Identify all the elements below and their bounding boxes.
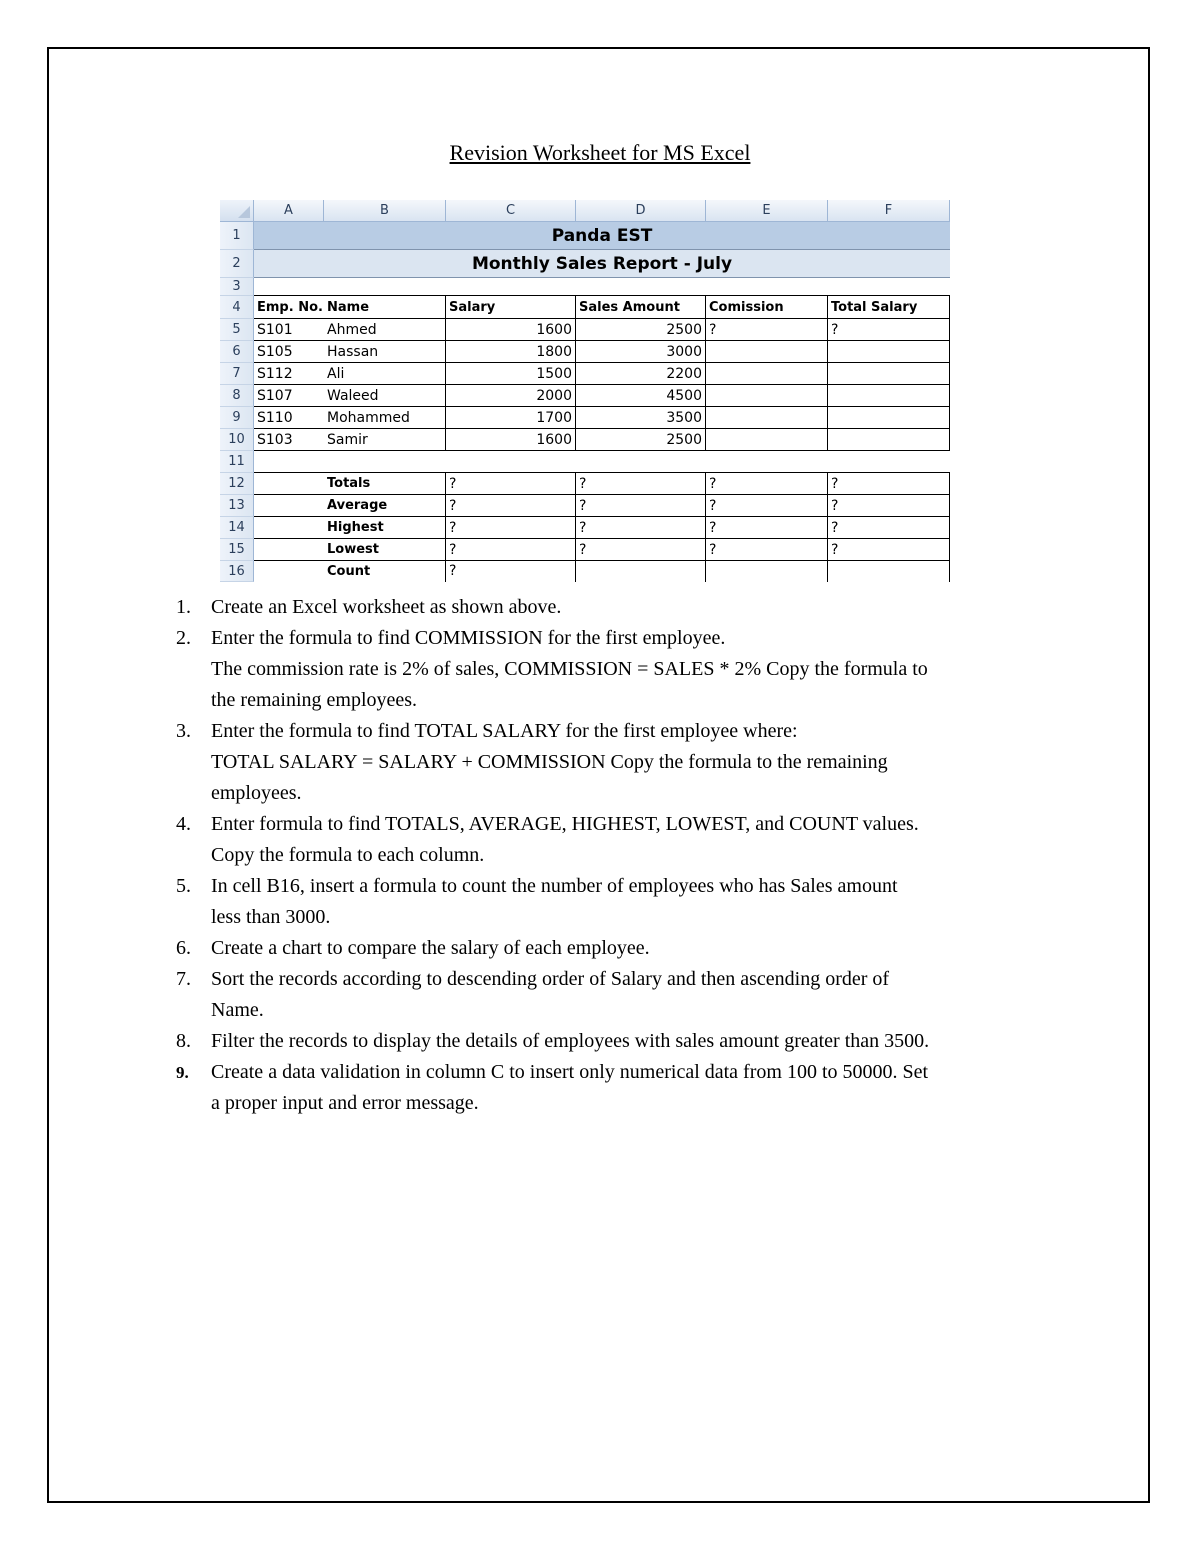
row-header: 15 — [220, 539, 254, 561]
column-title: Sales Amount — [576, 296, 706, 319]
summary-cell: ? — [576, 495, 706, 517]
instruction-item — [168, 1026, 1068, 1057]
cell-salary: 1600 — [446, 429, 576, 451]
instruction-text-line: The commission rate is 2% of sales, COMMISSION = SALES * 2% Copy the formula to — [211, 658, 928, 680]
column-title: Name — [324, 296, 446, 319]
summary-cell: ? — [828, 539, 950, 561]
empty-row — [254, 278, 950, 296]
instruction-text-line: the remaining employees. — [211, 689, 418, 711]
instruction-text-line: TOTAL SALARY = SALARY + COMMISSION Copy the formula to the remaining — [211, 751, 888, 773]
instruction-item — [168, 809, 1068, 871]
instruction-number: 2. — [176, 627, 191, 649]
row-header: 11 — [220, 451, 254, 473]
instruction-item — [168, 933, 1068, 964]
cell-emp-no: S112 — [254, 363, 324, 385]
instruction-text-line: Enter the formula to find TOTAL SALARY for the first employee where: — [211, 720, 798, 742]
cell-sales: 2500 — [576, 319, 706, 341]
cell-salary: 1600 — [446, 319, 576, 341]
cell-total — [828, 407, 950, 429]
summary-cell: ? — [576, 473, 706, 495]
cell-name: Ahmed — [324, 319, 446, 341]
summary-cell: ? — [706, 495, 828, 517]
instruction-item — [168, 716, 1068, 809]
summary-cell: ? — [446, 495, 576, 517]
cell-sales: 3500 — [576, 407, 706, 429]
instruction-number: 9. — [176, 1063, 189, 1082]
instruction-text-line: Name. — [211, 999, 264, 1021]
row-header: 4 — [220, 296, 254, 319]
row-header: 9 — [220, 407, 254, 429]
instruction-text-line: a proper input and error message. — [211, 1092, 479, 1114]
summary-label: Average — [324, 495, 446, 517]
cell-sales: 3000 — [576, 341, 706, 363]
cell-salary: 1500 — [446, 363, 576, 385]
summary-label: Count — [324, 561, 446, 582]
column-header-e: E — [706, 200, 828, 222]
summary-cell: ? — [446, 539, 576, 561]
column-header-c: C — [446, 200, 576, 222]
row-header: 2 — [220, 250, 254, 278]
cell-commission — [706, 385, 828, 407]
cell-name: Mohammed — [324, 407, 446, 429]
instruction-list — [168, 592, 1068, 1119]
summary-blank-cell — [254, 473, 324, 495]
row-header: 1 — [220, 222, 254, 250]
cell-salary: 1800 — [446, 341, 576, 363]
instruction-item — [168, 964, 1068, 1026]
row-header: 13 — [220, 495, 254, 517]
summary-blank-cell — [254, 561, 324, 582]
summary-cell: ? — [446, 561, 576, 582]
instruction-number: 3. — [176, 720, 191, 742]
instruction-item — [168, 871, 1068, 933]
summary-cell: ? — [446, 473, 576, 495]
summary-cell: ? — [828, 495, 950, 517]
empty-row — [254, 451, 950, 473]
instruction-item — [168, 592, 1068, 623]
summary-cell: ? — [576, 539, 706, 561]
instruction-text-line: employees. — [211, 782, 302, 804]
cell-name: Samir — [324, 429, 446, 451]
cell-total — [828, 385, 950, 407]
column-title: Emp. No. — [254, 296, 324, 319]
column-header-f: F — [828, 200, 950, 222]
instruction-number: 1. — [176, 596, 191, 618]
cell-salary: 2000 — [446, 385, 576, 407]
row-header: 3 — [220, 278, 254, 296]
summary-cell: ? — [706, 473, 828, 495]
cell-commission — [706, 363, 828, 385]
cell-salary: 1700 — [446, 407, 576, 429]
summary-blank-cell — [254, 539, 324, 561]
instruction-text-line: Enter the formula to find COMMISSION for the first employee. — [211, 627, 726, 649]
column-header-d: D — [576, 200, 706, 222]
summary-cell — [706, 561, 828, 582]
row-header: 7 — [220, 363, 254, 385]
cell-emp-no: S101 — [254, 319, 324, 341]
cell-total — [828, 429, 950, 451]
row-header: 5 — [220, 319, 254, 341]
cell-emp-no: S110 — [254, 407, 324, 429]
summary-cell — [576, 561, 706, 582]
instruction-text-line: Create a chart to compare the salary of each employee. — [211, 937, 650, 959]
cell-total — [828, 363, 950, 385]
cell-name: Hassan — [324, 341, 446, 363]
instruction-text-line: Sort the records according to descending order of Salary and then ascending order of — [211, 968, 890, 990]
cell-emp-no: S107 — [254, 385, 324, 407]
select-all-corner — [220, 200, 254, 222]
cell-sales: 4500 — [576, 385, 706, 407]
cell-name: Ali — [324, 363, 446, 385]
cell-sales: 2200 — [576, 363, 706, 385]
sheet-heading-report: Monthly Sales Report - July — [254, 250, 950, 278]
instruction-text-line: Filter the records to display the details of employees with sales amount greater than 3500. — [211, 1030, 930, 1052]
column-title: Comission — [706, 296, 828, 319]
instruction-number: 8. — [176, 1030, 191, 1052]
summary-cell: ? — [828, 473, 950, 495]
column-title: Salary — [446, 296, 576, 319]
summary-blank-cell — [254, 517, 324, 539]
column-header-b: B — [324, 200, 446, 222]
row-header: 14 — [220, 517, 254, 539]
row-header: 8 — [220, 385, 254, 407]
cell-commission: ? — [706, 319, 828, 341]
summary-cell: ? — [576, 517, 706, 539]
column-title: Total Salary — [828, 296, 950, 319]
row-header: 12 — [220, 473, 254, 495]
cell-name: Waleed — [324, 385, 446, 407]
cell-total: ? — [828, 319, 950, 341]
corner-triangle-icon — [238, 206, 250, 218]
summary-cell: ? — [828, 517, 950, 539]
instruction-number: 7. — [176, 968, 191, 990]
instruction-item — [168, 623, 1068, 716]
summary-cell: ? — [706, 539, 828, 561]
page-title: Revision Worksheet for MS Excel — [449, 140, 751, 165]
instruction-text-line: Create a data validation in column C to insert only numerical data from 100 to 50000. Set — [211, 1061, 929, 1083]
cell-total — [828, 341, 950, 363]
summary-cell: ? — [706, 517, 828, 539]
spreadsheet-image — [220, 200, 950, 582]
instruction-text-line: Copy the formula to each column. — [211, 844, 485, 866]
cell-commission — [706, 429, 828, 451]
summary-label: Lowest — [324, 539, 446, 561]
column-header-a: A — [254, 200, 324, 222]
cell-sales: 2500 — [576, 429, 706, 451]
summary-blank-cell — [254, 495, 324, 517]
instruction-text-line: Create an Excel worksheet as shown above. — [211, 596, 562, 618]
sheet-heading-company: Panda EST — [254, 222, 950, 250]
summary-cell — [828, 561, 950, 582]
row-header: 6 — [220, 341, 254, 363]
instruction-text-line: less than 3000. — [211, 906, 331, 928]
cell-emp-no: S105 — [254, 341, 324, 363]
row-header: 16 — [220, 561, 254, 582]
instruction-item — [168, 1057, 1068, 1119]
cell-commission — [706, 341, 828, 363]
cell-emp-no: S103 — [254, 429, 324, 451]
summary-label: Totals — [324, 473, 446, 495]
cell-commission — [706, 407, 828, 429]
instruction-text-line: Enter formula to find TOTALS, AVERAGE, HIGHEST, LOWEST, and COUNT values. — [211, 813, 919, 835]
row-header: 10 — [220, 429, 254, 451]
summary-label: Highest — [324, 517, 446, 539]
instruction-number: 6. — [176, 937, 191, 959]
summary-cell: ? — [446, 517, 576, 539]
instruction-number: 4. — [176, 813, 191, 835]
instruction-number: 5. — [176, 875, 191, 897]
instruction-text-line: In cell B16, insert a formula to count the number of employees who has Sales amount — [211, 875, 898, 897]
